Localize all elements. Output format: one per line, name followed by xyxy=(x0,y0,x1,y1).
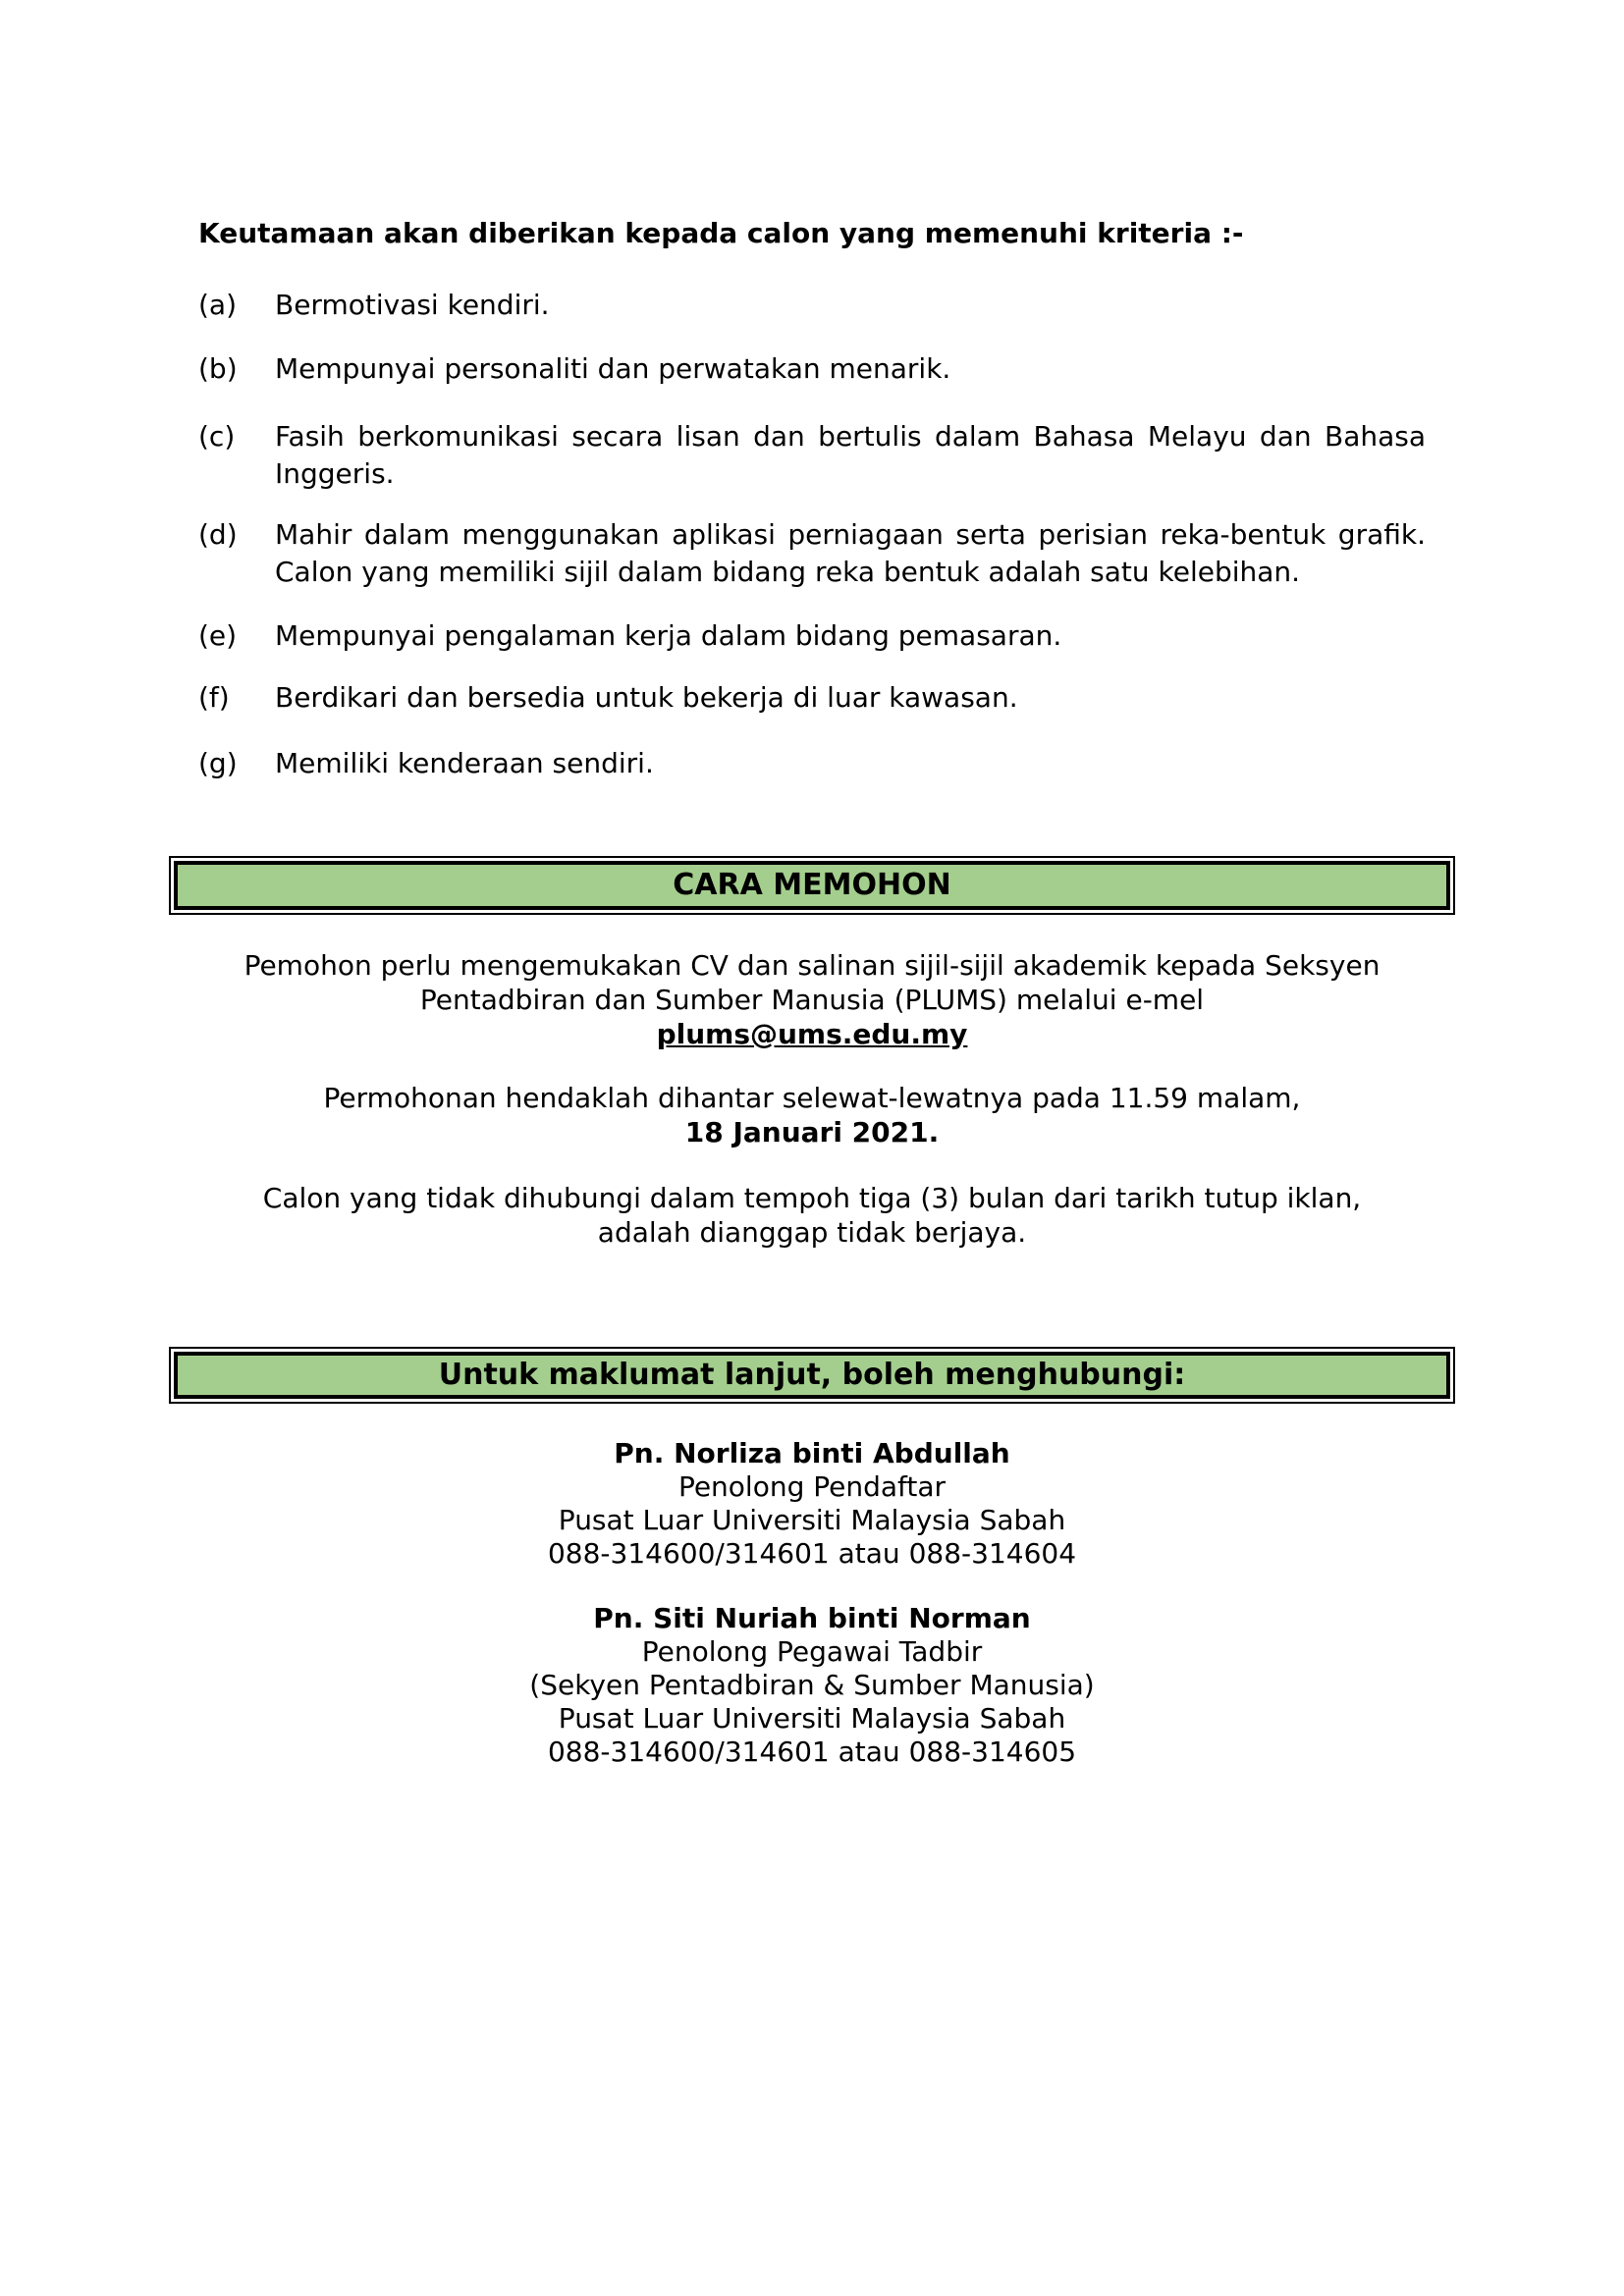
item-text: Berdikari dan bersedia untuk bekerja di luar kawasan. xyxy=(275,681,1018,714)
item-label: (b) xyxy=(198,352,238,385)
contact-line: (Sekyen Pentadbiran & Sumber Manusia) xyxy=(529,1669,1095,1701)
paragraph-line: Pentadbiran dan Sumber Manusia (PLUMS) melalui e-mel xyxy=(419,984,1205,1016)
paragraph-line: Permohonan hendaklah dihantar selewat-lewatnya pada 11.59 malam, xyxy=(323,1082,1301,1114)
criteria-item-c xyxy=(198,418,1426,493)
contact-line: 088-314600/314601 atau 088-314605 xyxy=(547,1735,1077,1768)
contact-line: Penolong Pegawai Tadbir xyxy=(641,1635,983,1668)
item-label: (c) xyxy=(198,420,236,453)
criteria-item-e xyxy=(198,617,1426,655)
item-text: Bermotivasi kendiri. xyxy=(275,289,550,321)
contact-block-2 xyxy=(198,1602,1426,1769)
item-text-line: Calon yang memiliki sijil dalam bidang reka bentuk adalah satu kelebihan. xyxy=(275,556,1301,588)
apply-paragraph-3 xyxy=(198,1181,1426,1250)
item-text: Mempunyai personaliti dan perwatakan menarik. xyxy=(275,352,951,385)
criteria-item-a xyxy=(198,287,1426,324)
item-text-line: Inggeris. xyxy=(275,457,395,490)
paragraph-line: Pemohon perlu mengemukakan CV dan salinan sijil-sijil akademik kepada Seksyen xyxy=(244,949,1380,982)
banner-title: CARA MEMOHON xyxy=(174,861,1450,910)
banner-title: Untuk maklumat lanjut, boleh menghubungi: xyxy=(174,1352,1450,1399)
deadline-date: 18 Januari 2021. xyxy=(684,1116,940,1148)
criteria-heading: Keutamaan akan diberikan kepada calon yang memenuhi kriteria :- xyxy=(198,217,1244,249)
paragraph-line xyxy=(198,1017,1426,1051)
criteria-item-d xyxy=(198,516,1426,591)
contact-line: 088-314600/314601 atau 088-314604 xyxy=(547,1537,1077,1570)
contact-block-1 xyxy=(198,1437,1426,1571)
contact-line: Pusat Luar Universiti Malaysia Sabah xyxy=(558,1504,1066,1536)
item-label: (e) xyxy=(198,619,238,652)
email-link[interactable]: plums@ums.edu.my xyxy=(656,1018,968,1050)
criteria-item-f xyxy=(198,679,1426,717)
item-text: Mempunyai pengalaman kerja dalam bidang pemasaran. xyxy=(275,619,1062,652)
contact-name: Pn. Siti Nuriah binti Norman xyxy=(593,1602,1031,1634)
cara-memohon-banner xyxy=(169,856,1455,915)
contact-line: Pusat Luar Universiti Malaysia Sabah xyxy=(558,1702,1066,1735)
item-label: (d) xyxy=(198,518,238,551)
criteria-item-g xyxy=(198,745,1426,782)
item-label: (g) xyxy=(198,747,238,779)
contact-name: Pn. Norliza binti Abdullah xyxy=(614,1437,1010,1469)
item-text-line: Mahir dalam menggunakan aplikasi perniagaan serta perisian reka-bentuk grafik. xyxy=(275,518,1426,551)
criteria-item-b xyxy=(198,350,1426,388)
contact-line: Penolong Pendaftar xyxy=(677,1470,947,1503)
item-label: (f) xyxy=(198,681,230,714)
contact-banner xyxy=(169,1347,1455,1404)
item-label: (a) xyxy=(198,289,238,321)
apply-paragraph-1 xyxy=(198,948,1426,1051)
paragraph-line: adalah dianggap tidak berjaya. xyxy=(597,1216,1027,1249)
apply-paragraph-2 xyxy=(198,1081,1426,1149)
paragraph-line: Calon yang tidak dihubungi dalam tempoh tiga (3) bulan dari tarikh tutup iklan, xyxy=(262,1182,1362,1214)
item-text: Memiliki kenderaan sendiri. xyxy=(275,747,654,779)
item-text-line: Fasih berkomunikasi secara lisan dan bertulis dalam Bahasa Melayu dan Bahasa xyxy=(275,420,1426,453)
